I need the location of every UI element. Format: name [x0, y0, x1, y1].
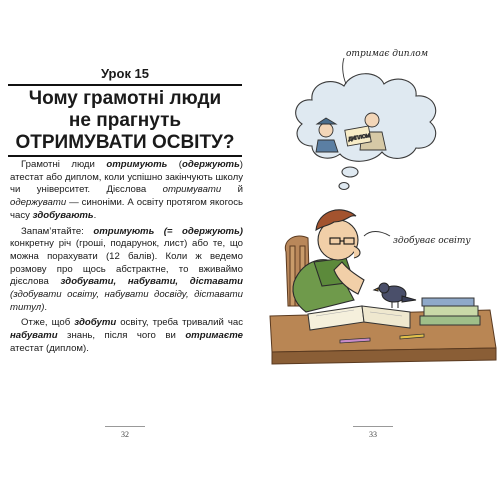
diploma-label: ДИПЛОМ: [347, 132, 371, 143]
page-number-rule-right: [353, 426, 393, 427]
reading-boy-illustration: [250, 0, 500, 500]
title-rule-top: [8, 84, 242, 86]
title-line-3: ОТРИМУВАТИ ОСВІТУ?: [15, 132, 235, 153]
page-number-rule-left: [105, 426, 145, 427]
lesson-label: Урок 15: [100, 66, 150, 81]
bird: [374, 283, 416, 308]
title-line-2: не прагнуть: [68, 110, 182, 131]
book-stack: [420, 298, 480, 325]
page-number-right: 33: [369, 430, 377, 439]
title-rule-bottom: [8, 155, 242, 157]
arrow-diploma: [343, 58, 346, 84]
title-line-1: Чому грамотні люди: [28, 88, 222, 109]
arrow-education: [364, 232, 390, 237]
paragraph-2: Запам’ятайте: отримують (= одержують) конкретну річ (гроші, подарунок, лист) або те, що можна порахувати (12 балів). Коли ж ведемо розмову про щось абстрактне, то вживаймо дієслова здобувати, набувати, діставати (здобувати освіту, набувати досвіду, діставати титул).: [10, 225, 243, 313]
paragraph-1: Грамотні люди отримують (одержують) атестат або диплом, коли успішно закінчують школу чи університет. Дієслова отримувати й одержувати — синоніми. А освіту протягом якогось часу здобувають.: [10, 159, 243, 221]
body-text: [10, 159, 243, 359]
caption-education: здобуває освіту: [393, 236, 471, 246]
right-page: [250, 0, 500, 500]
caption-diploma: отримає диплом: [346, 49, 429, 59]
lesson-title: [8, 88, 242, 154]
page-number-left: 32: [121, 430, 129, 439]
paragraph-3: Отже, щоб здобути освіту, треба тривалий час набувати знань, після чого ви отримаєте атестат (диплом).: [10, 317, 244, 354]
